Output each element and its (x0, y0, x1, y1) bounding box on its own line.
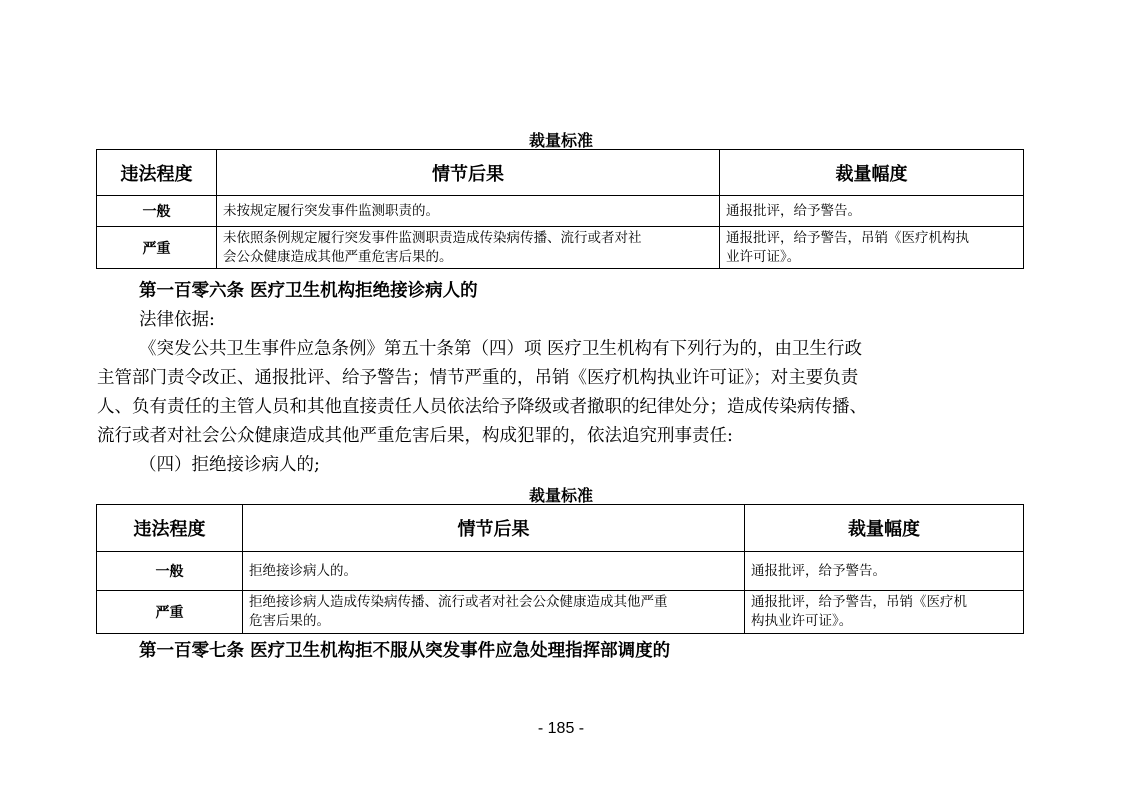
table-row (97, 591, 1024, 634)
header-level: 违法程度 (97, 150, 217, 196)
penalty-cell (720, 227, 1024, 269)
penalty-line: 通报批评，给予警告，吊销《医疗机 (751, 594, 967, 610)
circumstance-line: 未依照条例规定履行突发事件监测职责造成传染病传播、流行或者对社 (223, 229, 642, 246)
table2 (96, 504, 1024, 634)
table1 (96, 149, 1024, 269)
table1-header-row (97, 150, 1024, 196)
paragraph-line: 流行或者对社会公众健康造成其他严重危害后果，构成犯罪的，依法追究刑事责任: (97, 426, 733, 446)
penalty-cell: 通报批评，给予警告。 (745, 552, 1024, 591)
table-row (97, 552, 1024, 591)
header-penalty: 裁量幅度 (720, 150, 1024, 196)
circumstance-cell (243, 591, 745, 634)
table2-caption: 裁量标准 (528, 486, 593, 505)
header-penalty: 裁量幅度 (745, 505, 1024, 552)
table2-header-row (97, 505, 1024, 552)
article-107-heading: 第一百零七条 医疗卫生机构拒不服从突发事件应急处理指挥部调度的 (139, 641, 671, 661)
article-106-heading: 第一百零六条 医疗卫生机构拒绝接诊病人的 (139, 281, 478, 301)
circumstance-line: 拒绝接诊病人造成传染病传播、流行或者对社会公众健康造成其他严重 (249, 594, 668, 610)
circumstance-cell (217, 227, 720, 269)
penalty-cell (745, 591, 1024, 634)
header-circumstance: 情节后果 (217, 150, 720, 196)
header-level: 违法程度 (97, 505, 243, 552)
penalty-cell: 通报批评，给予警告。 (720, 196, 1024, 227)
page-number: - 185 - (537, 720, 585, 737)
level-cell: 严重 (97, 591, 243, 634)
circumstance-cell: 未按规定履行突发事件监测职责的。 (217, 196, 720, 227)
circumstance-line: 危害后果的。 (249, 613, 330, 629)
circumstance-cell: 拒绝接诊病人的。 (243, 552, 745, 591)
penalty-line: 业许可证》。 (726, 248, 801, 265)
legal-basis-label: 法律依据: (139, 310, 215, 330)
table-row (97, 227, 1024, 269)
paragraph-line: 《突发公共卫生事件应急条例》第五十条第（四）项 医疗卫生机构有下列行为的，由卫生行政 (139, 339, 863, 359)
table-row (97, 196, 1024, 227)
circumstance-line: 会公众健康造成其他严重危害后果的。 (223, 248, 453, 265)
level-cell: 严重 (97, 227, 217, 269)
penalty-line: 通报批评，给予警告，吊销《医疗机构执 (726, 229, 969, 246)
penalty-line: 构执业许可证》。 (751, 613, 853, 629)
header-circumstance: 情节后果 (243, 505, 745, 552)
table1-caption: 裁量标准 (528, 131, 593, 150)
level-cell: 一般 (97, 552, 243, 591)
item-four: （四）拒绝接诊病人的; (139, 455, 320, 475)
level-cell: 一般 (97, 196, 217, 227)
paragraph-line: 主管部门责令改正、通报批评、给予警告；情节严重的，吊销《医疗机构执业许可证》；对主要负责 (97, 368, 859, 388)
paragraph-line: 人、负有责任的主管人员和其他直接责任人员依法给予降级或者撤职的纪律处分；造成传染病传播、 (97, 397, 867, 417)
